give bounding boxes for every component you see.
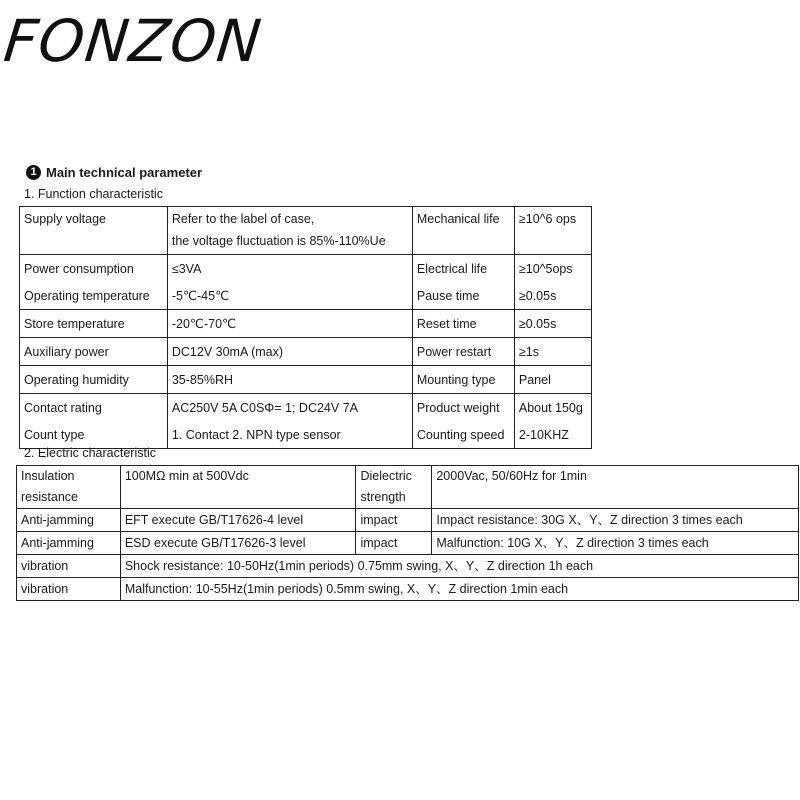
param-label-line: strength	[360, 490, 406, 504]
param-value: -20℃-70℃	[167, 310, 412, 338]
param-value: Shock resistance: 10-50Hz(1min periods) 0.75mm swing, X、Y、Z direction 1h each	[120, 555, 798, 578]
param-label: impact	[356, 509, 432, 532]
table-row	[20, 282, 592, 310]
param-label-line: Dielectric	[360, 469, 412, 483]
brand-logo: FONZON	[0, 7, 266, 75]
param-label: Pause time	[412, 282, 514, 310]
param-value: ≥1s	[514, 338, 591, 366]
param-label: Auxiliary power	[20, 338, 168, 366]
section-heading	[26, 163, 202, 181]
param-value: ≥0.05s	[514, 310, 591, 338]
table-row	[20, 207, 592, 255]
param-value: ≥10^6 ops	[514, 207, 591, 255]
param-value: Panel	[514, 366, 591, 394]
table-row	[17, 466, 799, 509]
table-row	[17, 578, 799, 601]
function-characteristic-heading: 1. Function characteristic	[24, 187, 163, 201]
param-value: 1. Contact 2. NPN type sensor	[167, 421, 412, 449]
param-value: ≥10^5ops	[514, 255, 591, 283]
param-value-line: the voltage fluctuation is 85%-110%Ue	[171, 234, 386, 248]
param-label: Anti-jamming	[17, 532, 121, 555]
param-label: Power consumption	[20, 255, 168, 283]
param-value: EFT execute GB/T17626-4 level	[120, 509, 356, 532]
table-row	[17, 509, 799, 532]
param-label: Store temperature	[20, 310, 168, 338]
param-label: Power restart	[412, 338, 514, 366]
param-label: Mechanical life	[412, 207, 514, 255]
section-title: Main technical parameter	[46, 164, 203, 180]
table-row	[20, 366, 592, 394]
param-value: ≥0.05s	[514, 282, 591, 310]
param-value: 2000Vac, 50/60Hz for 1min	[432, 466, 799, 509]
table-row	[17, 532, 799, 555]
param-label: Product weight	[412, 394, 514, 422]
param-label: Reset time	[412, 310, 514, 338]
param-label: Mounting type	[412, 366, 514, 394]
param-value: 100MΩ min at 500Vdc	[120, 466, 356, 509]
param-label: Count type	[20, 421, 168, 449]
param-value: About 150g	[514, 394, 591, 422]
param-value	[167, 207, 412, 255]
param-label: Counting speed	[412, 421, 514, 449]
param-value: 35-85%RH	[167, 366, 412, 394]
param-label: Anti-jamming	[17, 509, 121, 532]
param-value: Impact resistance: 30G X、Y、Z direction 3 times each	[432, 509, 799, 532]
section-number-badge: 1	[26, 165, 41, 180]
param-label	[356, 466, 432, 509]
param-label: Supply voltage	[20, 207, 168, 255]
param-label	[17, 466, 121, 509]
table-row	[20, 421, 592, 449]
table-row	[20, 338, 592, 366]
param-value: Malfunction: 10G X、Y、Z direction 3 times each	[432, 532, 799, 555]
electric-characteristic-table	[16, 465, 799, 601]
table-row	[20, 255, 592, 283]
param-label: Electrical life	[412, 255, 514, 283]
param-label: vibration	[17, 555, 121, 578]
param-value: -5℃-45℃	[167, 282, 412, 310]
param-value: Malfunction: 10-55Hz(1min periods) 0.5mm swing, X、Y、Z direction 1min each	[120, 578, 798, 601]
param-label: impact	[356, 532, 432, 555]
param-label-line: Insulation	[21, 469, 75, 483]
param-label-line: resistance	[21, 490, 78, 504]
param-label: Operating humidity	[20, 366, 168, 394]
function-characteristic-table	[19, 206, 592, 449]
param-label: Operating temperature	[20, 282, 168, 310]
param-value: AC250V 5A C0SΦ= 1; DC24V 7A	[167, 394, 412, 422]
param-value: DC12V 30mA (max)	[167, 338, 412, 366]
param-value: 2-10KHZ	[514, 421, 591, 449]
table-row	[20, 310, 592, 338]
table-row	[17, 555, 799, 578]
param-value: ESD execute GB/T17626-3 level	[120, 532, 356, 555]
table-row	[20, 394, 592, 422]
param-value-line: Refer to the label of case,	[171, 212, 315, 226]
param-value: ≤3VA	[167, 255, 412, 283]
param-label: Contact rating	[20, 394, 168, 422]
param-label: vibration	[17, 578, 121, 601]
electric-characteristic-heading: 2. Electric characteristic	[24, 446, 156, 460]
